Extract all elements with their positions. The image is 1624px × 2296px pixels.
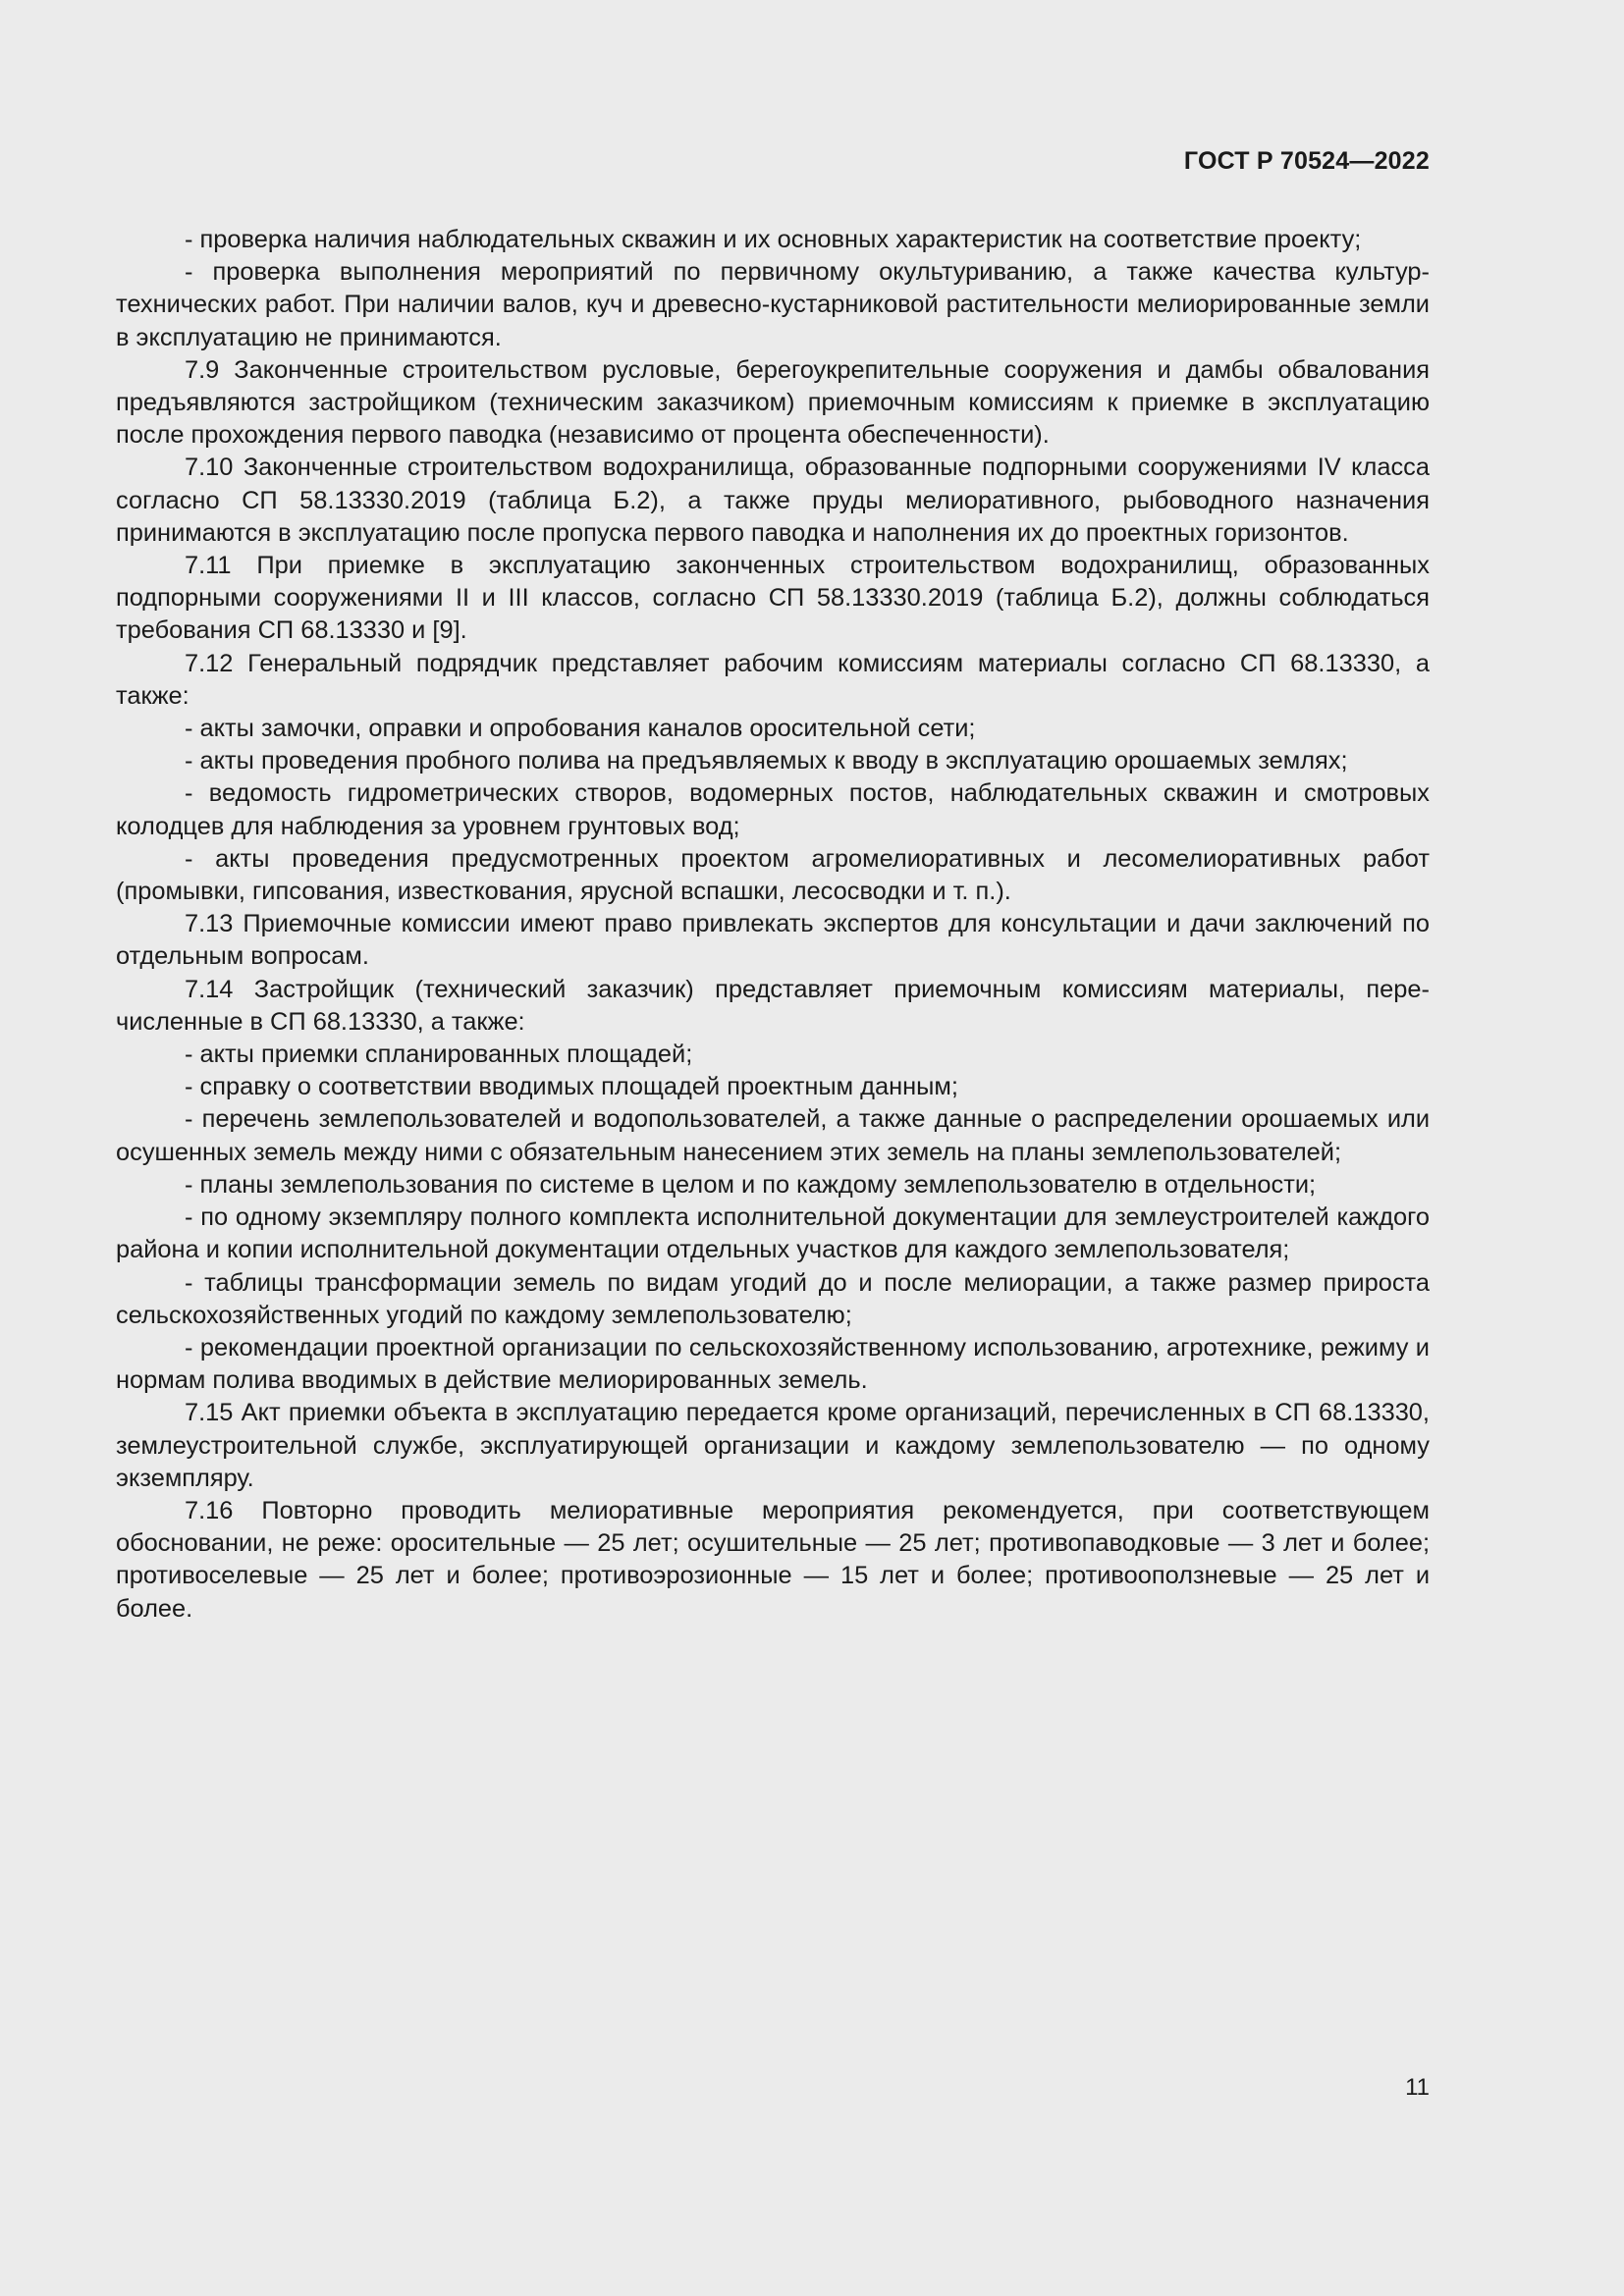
list-item: - планы землепользования по системе в целом и по каждому землепользователю в отдельности;	[185, 1170, 1317, 1199]
list-item: - перечень землепользователей и водопользователей, а также данные о распределении орошаемых или осушенных земель между ними с обязательным нанесением этих земель на планы землепользователей;	[116, 1105, 1430, 1166]
list-item: - рекомендации проектной организации по сельскохозяйственному использованию, агротехнике, режиму и нормам полива вводимых в действие мелиорированных земель.	[116, 1333, 1430, 1395]
clause-7-9: 7.9 Законченные строительством русловые, берегоукрепительные сооружения и дамбы обвалования предъявляются застройщиком (техническим заказчиком) приемочным комиссиям к приемке в эксплуатацию после прохождения первого паводка (независимо от процента обеспеченности).	[116, 355, 1430, 450]
page-number: 11	[1405, 2074, 1430, 2101]
list-item: - акты проведения предусмотренных проектом агромелиоративных и лесомелиоративных работ (промывки, гипсования, известкования, ярусной вспашки, лесосводки и т. п.).	[116, 844, 1430, 906]
list-item: - акты замочки, оправки и опробования каналов оросительной сети;	[185, 715, 976, 743]
document-body	[116, 224, 1430, 1626]
clause-7-10: 7.10 Законченные строительством водохранилища, образованные подпорными сооружениями IV класса согласно СП 58.13330.2019 (таблица Б.2), а также пруды мелиоративного, рыбоводного назначения принимаются в эксплуатацию после пропуска первого паводка и наполнения их до проектных горизонтов.	[116, 454, 1430, 547]
list-item: - проверка выполнения мероприятий по первичному окультуриванию, а также качества культуртехнических работ. При наличии валов, куч и древесно-кустарниковой растительности мелиорированные земли в эксплуатацию не принимаются.	[116, 258, 1430, 351]
clause-7-12: 7.12 Генеральный подрядчик представляет рабочим комиссиям материалы согласно СП 68.13330, а также:	[116, 649, 1430, 710]
list-item: - таблицы трансформации земель по видам угодий до и после мелиорации, а также размер прироста сельскохозяйственных угодий по каждому землепользователю;	[116, 1268, 1430, 1329]
clause-7-16: 7.16 Повторно проводить мелиоративные мероприятия рекомендуется, при соответствующем обосновании, не реже: оросительные — 25 лет; осушительные — 25 лет; противопаводковые — 3 лет и более; противоселевые — 25 лет и более; противоэрозионные — 15 лет и более; противооползневые — 25 лет и более.	[116, 1496, 1430, 1623]
clause-7-13: 7.13 Приемочные комиссии имеют право привлекать экспертов для консультации и дачи заключений по отдельным вопросам.	[116, 910, 1430, 971]
list-item: - акты проведения пробного полива на предъявляемых к вводу в эксплуатацию орошаемых землях;	[185, 747, 1348, 775]
list-item: - справку о соответствии вводимых площадей проектным данным;	[185, 1073, 958, 1101]
list-item: - проверка наличия наблюдательных скважин и их основных характеристик на соответствие проекту;	[185, 226, 1362, 253]
list-item: - ведомость гидрометрических створов, водомерных постов, наблюдательных скважин и смотровых колодцев для наблюдения за уровнем грунтовых вод;	[116, 779, 1430, 840]
clause-7-11: 7.11 При приемке в эксплуатацию законченных строительством водохранилищ, образованных подпорными сооружениями II и III классов, согласно СП 58.13330.2019 (таблица Б.2), должны соблюдаться требования СП 68.13330 и [9].	[116, 552, 1430, 645]
list-item: - по одному экземпляру полного комплекта исполнительной документации для землеустроителей каждого района и копии исполнительной документации отдельных участков для каждого землепользователя;	[116, 1203, 1430, 1264]
list-item: - акты приемки спланированных площадей;	[185, 1041, 693, 1069]
document-header: ГОСТ Р 70524—2022	[1183, 147, 1430, 175]
clause-7-14: 7.14 Застройщик (технический заказчик) представляет приемочным комиссиям материалы, перечисленные в СП 68.13330, а также:	[116, 975, 1430, 1036]
clause-7-15: 7.15 Акт приемки объекта в эксплуатацию передается кроме организаций, перечисленных в СП 68.13330, землеустроительной службе, эксплуатирующей организации и каждому землепользователю — по одному экземпляру.	[116, 1399, 1430, 1492]
